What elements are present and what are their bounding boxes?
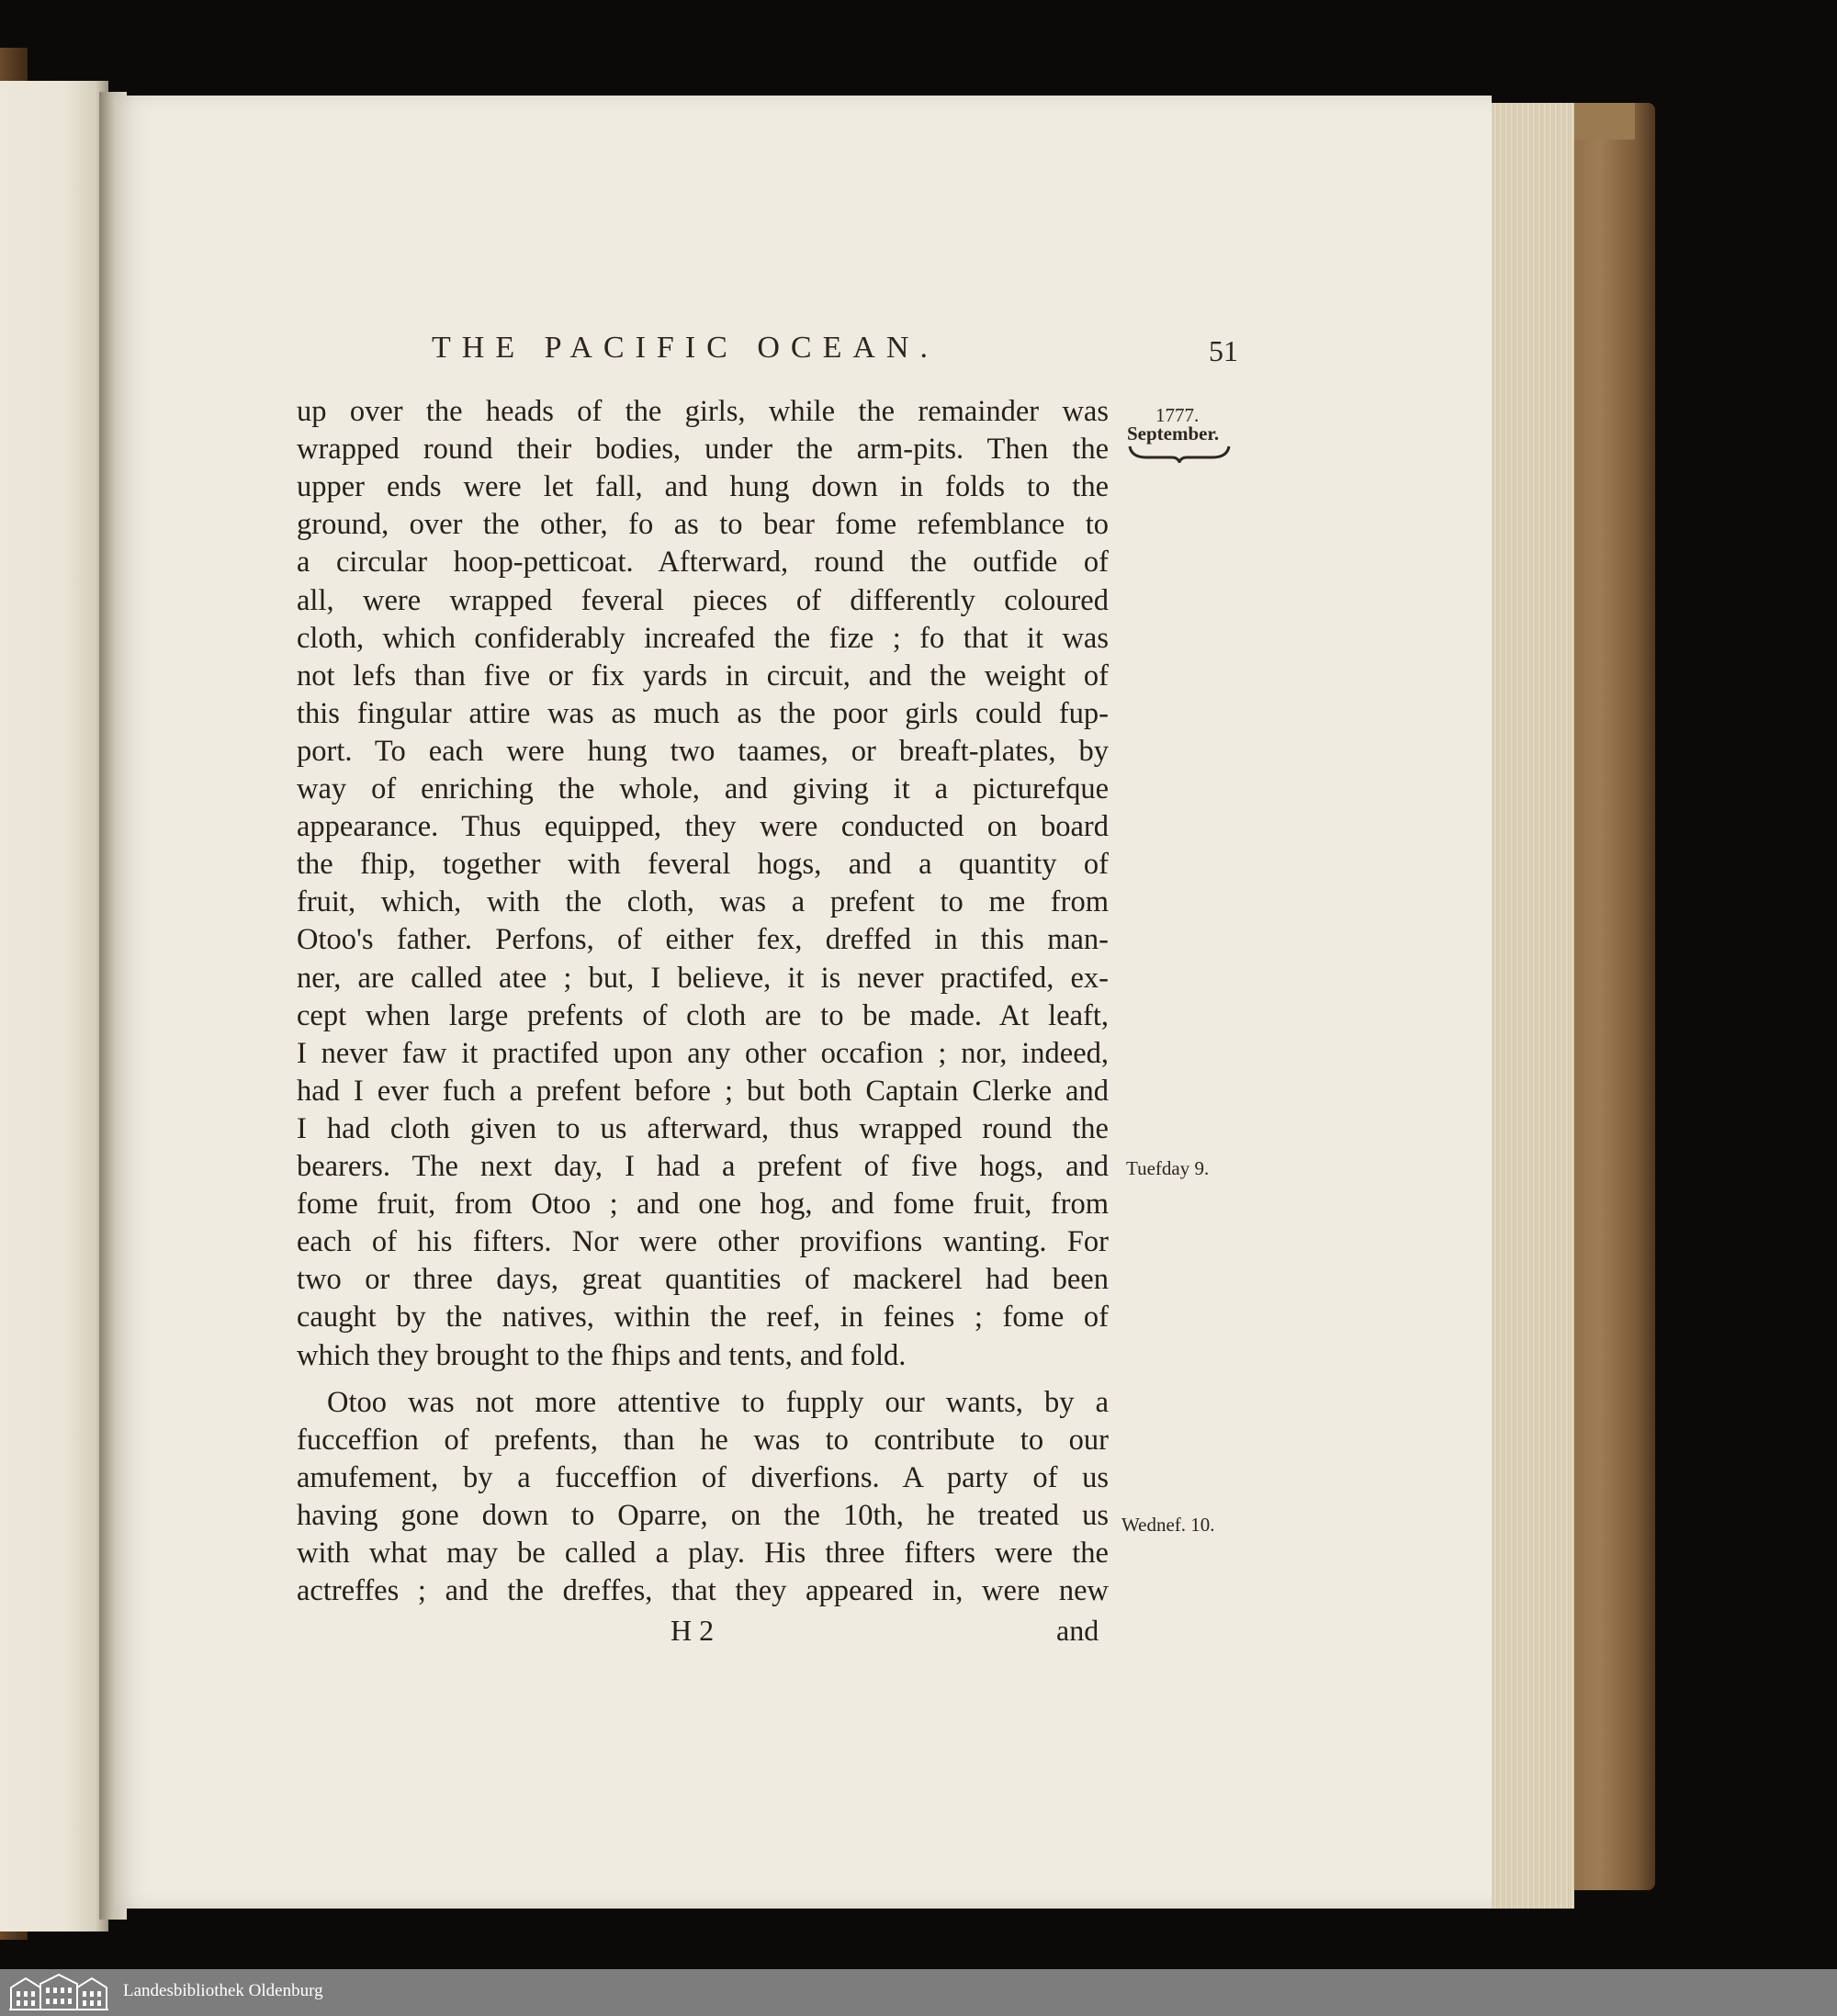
page-edges	[1486, 103, 1574, 1909]
text-line: not lefs than five or fix yards in circuit, and the weight of	[297, 659, 1109, 693]
margin-note-wednesday: Wednef. 10.	[1121, 1514, 1215, 1536]
text-line: actreffes ; and the dreffes, that they appeared in, were new	[297, 1574, 1109, 1608]
text-line: which they brought to the fhips and tents, and fold.	[297, 1338, 907, 1372]
text-line: caught by the natives, within the reef, in feines ; fome of	[297, 1301, 1109, 1335]
text-line: cloth, which confiderably increafed the fize ; fo that it was	[297, 621, 1109, 655]
text-line: upper ends were let fall, and hung down in folds to the	[297, 470, 1109, 504]
text-line: the fhip, together with feveral hogs, and a quantity of	[297, 848, 1109, 882]
text-line: each of his fifters. Nor were other provifions wanting. For	[297, 1225, 1109, 1259]
text-line: with what may be called a play. His three fifters were the	[297, 1537, 1109, 1570]
text-line: ner, are called atee ; but, I believe, it is never practifed, ex-	[297, 961, 1109, 995]
footer-bar	[0, 1969, 1837, 2016]
text-line: I had cloth given to us afterward, thus wrapped round the	[297, 1111, 1109, 1145]
text-line: this fingular attire was as much as the poor girls could fup-	[297, 696, 1109, 730]
text-line: all, were wrapped feveral pieces of differently coloured	[297, 583, 1109, 617]
margin-note-tuesday: Tuefday 9.	[1126, 1157, 1210, 1179]
text-line: port. To each were hung two taames, or breaft-plates, by	[297, 734, 1109, 768]
text-line: Otoo's father. Perfons, of either fex, dreffed in this man-	[297, 923, 1109, 957]
text-line: amufement, by a fucceffion of diverfions. A party of us	[297, 1460, 1109, 1494]
text-line: I never faw it practifed upon any other occafion ; nor, indeed,	[297, 1036, 1109, 1070]
text-line: bearers. The next day, I had a prefent of five hogs, and	[297, 1150, 1109, 1183]
text-line: had I ever fuch a prefent before ; but both Captain Clerke and	[297, 1074, 1109, 1108]
text-line: two or three days, great quantities of mackerel had been	[297, 1263, 1109, 1297]
running-title: THE PACIFIC OCEAN.	[432, 331, 939, 365]
text-line: way of enriching the whole, and giving it a picturefque	[297, 772, 1109, 805]
text-line: fucceffion of prefents, than he was to contribute to our	[297, 1423, 1109, 1457]
text-line: having gone down to Oparre, on the 10th, he treated us	[297, 1498, 1109, 1532]
text-line: Otoo was not more attentive to fupply our wants, by a	[327, 1385, 1109, 1419]
text-line: wrapped round their bodies, under the arm-pits. Then the	[297, 433, 1109, 467]
text-line: fruit, which, with the cloth, was a prefent to me from	[297, 885, 1109, 919]
text-line: fome fruit, from Otoo ; and one hog, and fome fruit, from	[297, 1188, 1109, 1222]
margin-year: 1777.	[1155, 404, 1200, 426]
signature-mark: H 2	[671, 1614, 715, 1647]
text-line: appearance. Thus equipped, they were conducted on board	[297, 810, 1109, 844]
text-line: cept when large prefents of cloth are to be made. At leaft,	[297, 998, 1109, 1032]
library-building-icon	[7, 1973, 110, 2011]
text-line: a circular hoop-petticoat. Afterward, round the outfide of	[297, 546, 1109, 580]
left-page	[0, 81, 108, 1932]
margin-brace-icon	[1128, 445, 1231, 463]
margin-month: September.	[1127, 422, 1220, 445]
text-line: ground, over the other, fo as to bear fome refemblance to	[297, 508, 1109, 542]
text-line: up over the heads of the girls, while the remainder was	[297, 395, 1109, 428]
page-number: 51	[1209, 334, 1238, 367]
library-name: Landesbibliothek Oldenburg	[123, 1981, 323, 2000]
catchword: and	[1056, 1614, 1099, 1647]
rear-cover	[1561, 103, 1655, 1890]
